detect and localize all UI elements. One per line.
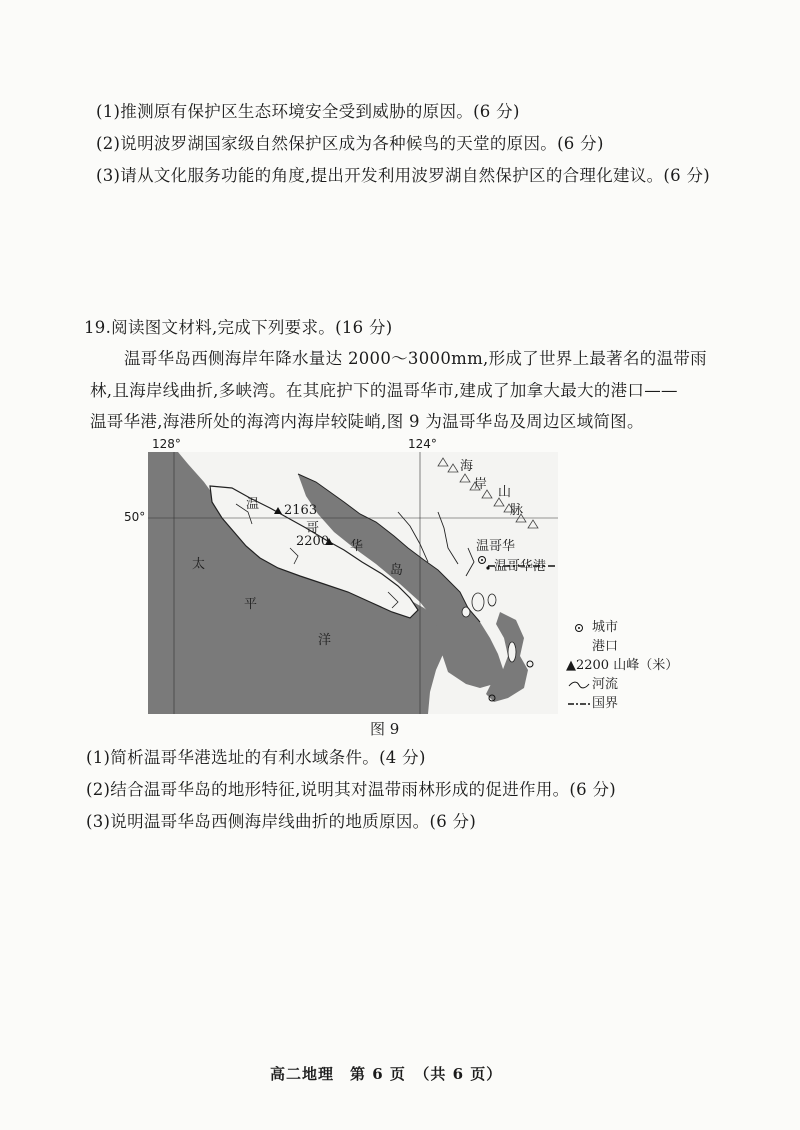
legend-river-label: 河流 bbox=[592, 677, 619, 692]
longitude-124-label: 124° bbox=[408, 437, 437, 451]
ocean-char-1: 太 bbox=[192, 557, 206, 572]
island-char-2: 哥 bbox=[306, 521, 320, 536]
legend-border bbox=[566, 694, 678, 713]
island-char-4: 岛 bbox=[390, 563, 404, 578]
river-icon bbox=[566, 680, 592, 690]
vancouver-city-label: 温哥华 bbox=[476, 539, 516, 554]
legend-river bbox=[566, 675, 678, 694]
city-icon bbox=[566, 623, 592, 633]
q19-subquestion-3: (3)说明温哥华岛西侧海岸线曲折的地质原因。(6 分) bbox=[86, 812, 477, 831]
latitude-50-label: 50° bbox=[124, 510, 146, 524]
border-icon bbox=[566, 701, 592, 707]
figure-caption: 图 9 bbox=[370, 720, 400, 738]
range-char-2: 岸 bbox=[474, 477, 488, 492]
island-char-1: 温 bbox=[246, 497, 260, 512]
map-legend bbox=[566, 618, 678, 713]
range-char-1: 海 bbox=[460, 459, 474, 474]
legend-border-label: 国界 bbox=[592, 696, 619, 711]
ocean-char-3: 洋 bbox=[318, 633, 332, 648]
legend-port-label: 港口 bbox=[592, 639, 619, 654]
peak-2163-label: 2163 bbox=[284, 503, 318, 518]
legend-peak-label: ▲2200 山峰（米） bbox=[566, 658, 679, 673]
prev-question-1: (1)推测原有保护区生态环境安全受到威胁的原因。(6 分) bbox=[96, 102, 520, 121]
page-footer: 高二地理 第 6 页 （共 6 页） bbox=[270, 1065, 503, 1083]
vancouver-port-label: 温哥华港 bbox=[494, 559, 547, 574]
q19-passage-line-1: 温哥华岛西侧海岸年降水量达 2000～3000mm,形成了世界上最著名的温带雨 bbox=[124, 349, 707, 368]
ocean-char-2: 平 bbox=[244, 597, 258, 612]
q19-passage-line-3: 温哥华港,海港所处的海湾内海岸较陡峭,图 9 为温哥华岛及周边区域简图。 bbox=[90, 412, 644, 431]
longitude-128-label: 128° bbox=[152, 437, 181, 451]
island-char-3: 华 bbox=[350, 539, 364, 554]
peak-2200-label: 2200 bbox=[296, 534, 330, 549]
legend-city bbox=[566, 618, 678, 637]
q19-subquestion-2: (2)结合温哥华岛的地形特征,说明其对温带雨林形成的促进作用。(6 分) bbox=[86, 780, 617, 799]
prev-question-2: (2)说明波罗湖国家级自然保护区成为各种候鸟的天堂的原因。(6 分) bbox=[96, 134, 604, 153]
q19-header: 19.阅读图文材料,完成下列要求。(16 分) bbox=[84, 318, 393, 337]
vancouver-island-map bbox=[148, 452, 558, 714]
range-char-4: 脉 bbox=[510, 503, 524, 518]
legend-city-label: 城市 bbox=[592, 620, 619, 635]
q19-passage-line-2: 林,且海岸线曲折,多峡湾。在其庇护下的温哥华市,建成了加拿大最大的港口—— bbox=[90, 381, 678, 400]
vancouver-port-icon bbox=[486, 566, 489, 569]
prev-question-3: (3)请从文化服务功能的角度,提出开发利用波罗湖自然保护区的合理化建议。(6 分) bbox=[96, 166, 711, 185]
legend-peak bbox=[566, 656, 678, 675]
range-char-3: 山 bbox=[498, 485, 512, 500]
legend-port bbox=[566, 637, 678, 656]
q19-subquestion-1: (1)简析温哥华港选址的有利水域条件。(4 分) bbox=[86, 748, 426, 767]
